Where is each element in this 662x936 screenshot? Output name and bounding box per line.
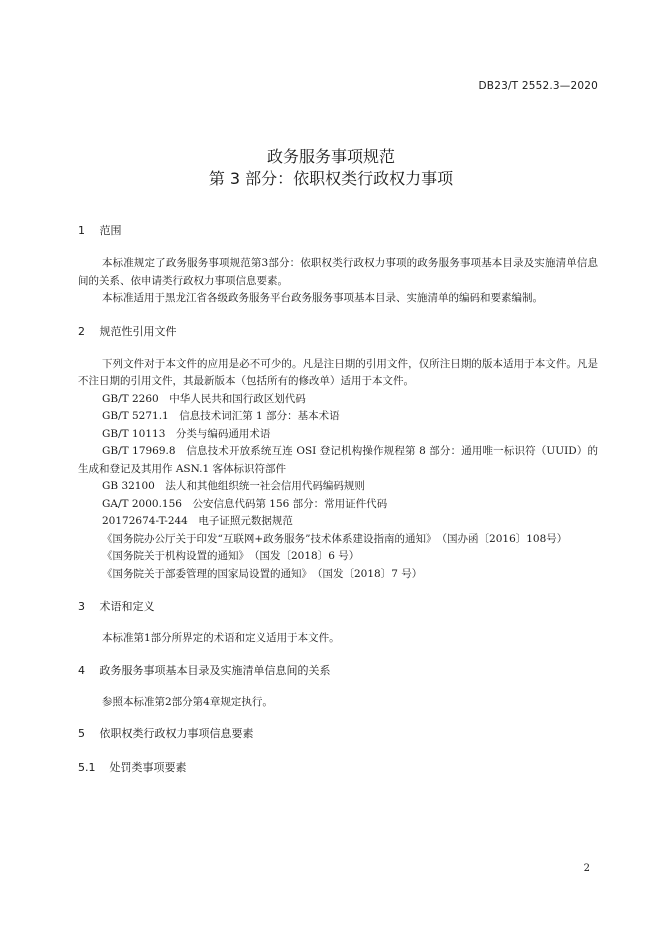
reference-item: GB/T 10113 分类与编码通用术语 — [102, 427, 271, 440]
document-body — [78, 222, 598, 777]
section-5-heading — [78, 725, 598, 743]
reference-item: 《国务院关于部委管理的国家局设置的通知》 （国发〔2018〕7 号） — [102, 567, 423, 580]
reference-item: 《国务院办公厅关于印发“互联网+政务服务”技术体系建设指南的通知》 （国办函〔2016〕108号） — [102, 532, 568, 545]
reference-item: 《国务院关于机构设置的通知》 （国发〔2018〕6 号） — [102, 550, 360, 562]
section-3-heading — [78, 598, 598, 616]
section-1-heading — [78, 222, 598, 240]
section-1-paragraph-2: 本标准适用于黑龙江省各级政务服务平台政务服务事项基本目录、实施清单的编码和要素编制。 — [102, 292, 543, 304]
document-code: DB23/T 2552.3—2020 — [478, 80, 598, 92]
reference-item: 20172674-T-244 电子证照元数据规范 — [102, 515, 293, 527]
section-title: 术语和定义 — [99, 600, 155, 613]
reference-item: GB/T 5271.1 信息技术词汇第 1 部分：基本术语 — [102, 410, 340, 422]
document-title — [0, 146, 662, 190]
section-2-heading — [78, 323, 598, 341]
reference-list — [78, 391, 598, 584]
section-2-intro: 下列文件对于本文件的应用是必不可少的。凡是注日期的引用文件，仅所注日期的版本适用于本文件。凡是不注日期的引用文件，其最新版本（包括所有的修改单）适用于本文件。 — [78, 357, 598, 387]
section-number: 4 — [78, 663, 85, 677]
title-line-1: 政务服务事项规范 — [266, 147, 395, 166]
section-4-heading — [78, 662, 598, 680]
reference-item: GB/T 17969.8 信息技术开放系统互连 OSI 登记机构操作规程第 8 部分：通用唯一标识符（UUID）的生成和登记及其用作 ASN.1 客体标识符部件 — [78, 445, 598, 475]
section-title: 依职权类行政权力事项信息要素 — [99, 727, 254, 740]
section-3-paragraph-1: 本标准第1部分所界定的术语和定义适用于本文件。 — [102, 632, 340, 644]
reference-item: GB/T 2260 中华人民共和国行政区划代码 — [102, 392, 306, 405]
title-line-2: 第 3 部分：依职权类行政权力事项 — [208, 169, 454, 188]
reference-item: GA/T 2000.156 公安信息代码第 156 部分：常用证件代码 — [102, 497, 388, 510]
section-number: 3 — [78, 600, 85, 613]
section-title: 范围 — [99, 224, 122, 237]
section-number: 1 — [78, 224, 85, 237]
section-title: 处罚类事项要素 — [109, 761, 187, 774]
section-4-paragraph-1: 参照本标准第2部分第4章规定执行。 — [102, 695, 273, 708]
section-number: 2 — [78, 324, 85, 338]
section-5-1-heading — [78, 759, 598, 777]
page-number: 2 — [583, 863, 590, 874]
section-title: 政务服务事项基本目录及实施清单信息间的关系 — [99, 663, 331, 677]
section-number: 5 — [78, 727, 85, 740]
section-number: 5.1 — [78, 761, 96, 774]
reference-item: GB 32100 法人和其他组织统一社会信用代码编码规则 — [102, 480, 365, 492]
section-title: 规范性引用文件 — [99, 324, 177, 338]
section-1-paragraph-1: 本标准规定了政务服务事项规范第3部分：依职权类行政权力事项的政务服务事项基本目录及实施清单信息间的关系、依申请类行政权力事项信息要素。 — [78, 257, 598, 287]
